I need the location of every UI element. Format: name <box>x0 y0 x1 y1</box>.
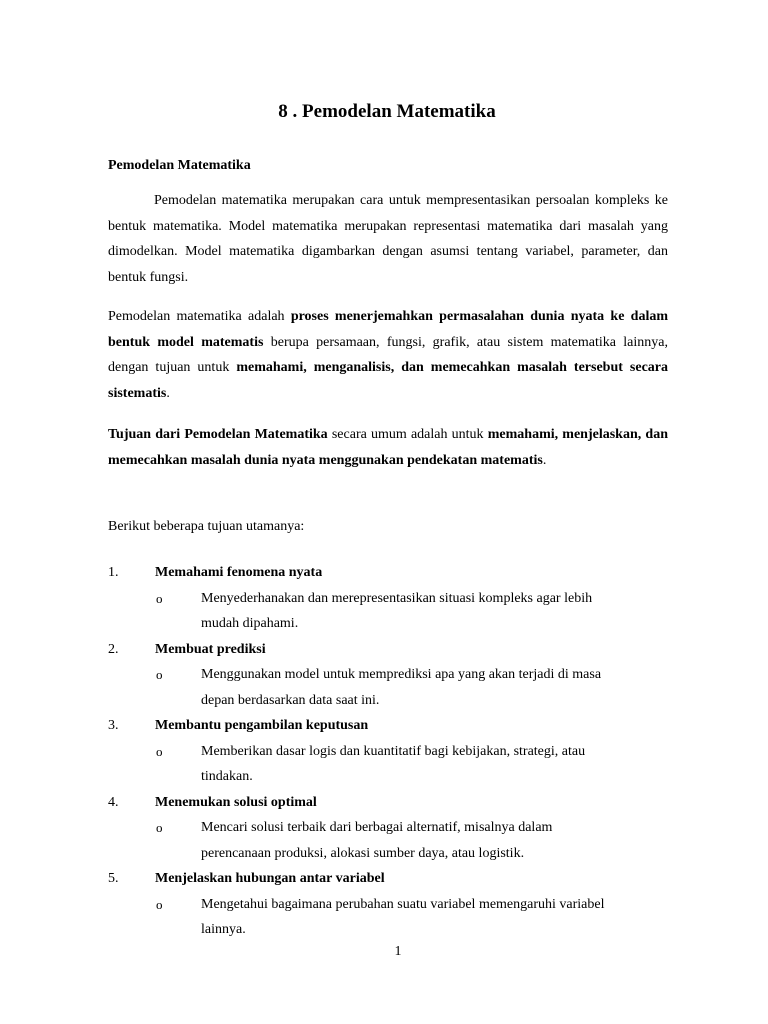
goal-bold-1: Tujuan dari Pemodelan Matematika <box>108 427 328 442</box>
goal-text-1: secara umum adalah untuk <box>327 427 488 442</box>
list-item-detail: Memberikan dasar logis dan kuantitatif bagi kebijakan, strategi, atau tindakan. <box>201 743 586 784</box>
list-item-number: 2. <box>108 641 119 657</box>
list-item-title: Membuat prediksi <box>155 641 266 657</box>
list-item <box>108 713 668 790</box>
definition-paragraph <box>108 304 668 407</box>
definition-bold-1: proses menerjemahkan permasalahan dunia nyata ke dalam bentuk model matematis <box>108 309 668 350</box>
list-item-title: Menemukan solusi optimal <box>155 794 317 810</box>
definition-bold-2: memahami, menganalisis, dan memecahkan masalah tersebut secara sistematis <box>108 360 668 402</box>
list-item-title: Menjelaskan hubungan antar variabel <box>155 871 385 886</box>
list-item <box>108 560 668 637</box>
list-item-detail: Mencari solusi terbaik dari berbagai alternatif, misalnya dalam perencanaan produksi, alokasi sumber daya, atau logistik. <box>201 820 553 861</box>
list-item-number: 1. <box>108 565 119 580</box>
list-item-detail: Menggunakan model untuk memprediksi apa yang akan terjadi di masa depan berdasarkan data saat ini. <box>201 667 602 708</box>
bullet-icon: o <box>156 896 163 912</box>
goal-text-2: . <box>542 452 547 468</box>
list-intro-paragraph: Berikut beberapa tujuan utamanya: <box>108 519 305 534</box>
list-item <box>108 866 668 943</box>
bullet-icon: o <box>156 820 163 835</box>
bullet-icon: o <box>156 743 163 759</box>
list-item-detail: Menyederhanakan dan merepresentasikan situasi kompleks agar lebih mudah dipahami. <box>201 590 593 631</box>
page-number: 1 <box>394 944 402 959</box>
goals-list <box>108 560 668 943</box>
list-item-number: 4. <box>108 794 119 810</box>
goal-bold-2: memahami, menjelaskan, dan memecahkan masalah dunia nyata menggunakan pendekatan matematis <box>108 427 668 468</box>
list-item <box>108 637 668 714</box>
section-heading: Pemodelan Matematika <box>108 158 251 173</box>
list-item-title: Memahami fenomena nyata <box>155 565 323 580</box>
list-item <box>108 790 668 867</box>
definition-text-3: . <box>166 386 170 402</box>
intro-paragraph: Pemodelan matematika merupakan cara untuk mempresentasikan persoalan kompleks ke bentuk matematika. Model matematika merupakan representasi matematika dari masalah yang dimodelkan. Model matematika digambarkan dengan asumsi tentang variabel, parameter, dan bentuk fungsi. <box>108 193 668 286</box>
page-title: 8 . Pemodelan Matematika <box>278 101 496 122</box>
definition-text-2: berupa persamaan, fungsi, grafik, atau sistem matematika lainnya, dengan tujuan untuk <box>108 334 668 376</box>
bullet-icon: o <box>156 590 163 606</box>
list-item-detail: Mengetahui bagaimana perubahan suatu variabel memengaruhi variabel lainnya. <box>201 896 605 937</box>
list-item-number: 5. <box>108 871 119 886</box>
bullet-icon: o <box>156 667 163 682</box>
definition-text-1: Pemodelan matematika adalah <box>108 309 291 324</box>
list-item-number: 3. <box>108 718 119 733</box>
list-item-title: Membantu pengambilan keputusan <box>155 718 369 733</box>
goal-paragraph <box>108 422 668 473</box>
